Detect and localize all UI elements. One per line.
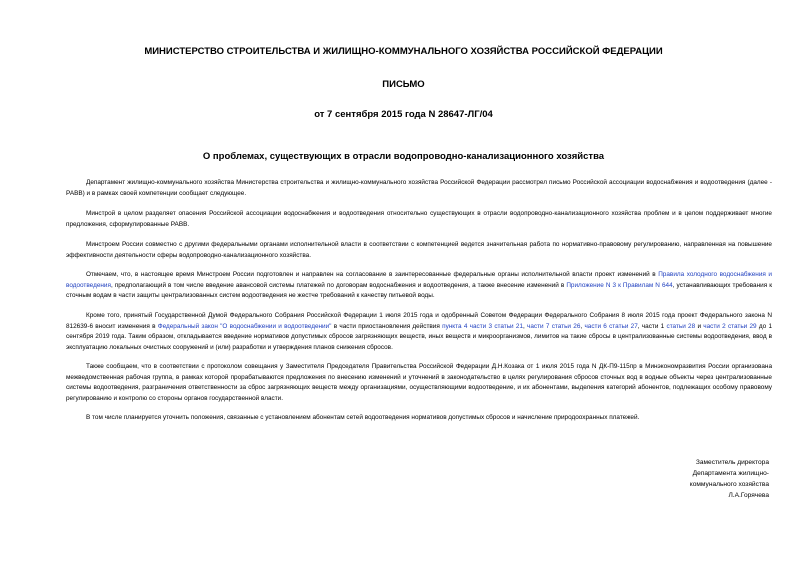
link-art29-p2[interactable]: части 2 статьи 29 (703, 322, 757, 330)
paragraph-5-text-a: Кроме того, принятый Государственной Думой Федерального Собрания Российской Федерации 1 июля 2015 года и одобренный Советом Федерации Федерального Собрания 8 июля 2015 года проект Федерального закона N 812639-6 вносит изменения в (66, 312, 772, 330)
paragraph-5-text-d: , (580, 322, 585, 330)
paragraph-3: Минстроем России совместно с другими федеральными органами исполнительной власти в соответствии с компетенцией ведется значительная работа по нормативно-правовому регулированию, направленная на повышение эффективности деятельности сферы водопроводно-канализационного хозяйства. (66, 241, 772, 259)
paragraph-5-text-f: и (695, 322, 704, 330)
link-cold-water-rules[interactable]: Правила холодного водоснабжения и водоотведения (66, 271, 772, 289)
paragraph-6: Также сообщаем, что в соответствии с протоколом совещания у Заместителя Председателя Правительства Российской Федерации Д.Н.Козака от 1 июля 2015 года N ДК-П9-115пр в Минэкономразвития России организована межведомственная рабочая группа, в рамках которой прорабатываются предложения по внесению изменений и уточнений в законодательство в целях регулирования сбросов сточных вод в водные объекты через централизованные системы водоотведения, разграничения ответственности за сброс загрязняющих веществ между организациями, осуществляющими водоотведение, и их абонентами, выделения категорий абонентов, подлежащих особому правовому регулированию и контролю со стороны органов государственной власти. (66, 363, 772, 402)
paragraph-5-text-e: , части 1 (637, 322, 667, 330)
link-federal-law-water[interactable]: Федеральный закон "О водоснабжении и водоотведении" (157, 322, 332, 330)
link-art21-p4[interactable]: пункта 4 части 3 статьи 21 (442, 322, 523, 330)
link-art28[interactable]: статьи 28 (666, 322, 696, 330)
paragraph-2: Минстрой в целом разделяет опасения Российской ассоциации водоснабжения и водоотведения относительно существующих в отрасли водопроводно-канализационного хозяйства проблем и в целом поддерживает многие предложения, сформулированные РАВВ. (66, 210, 772, 228)
signature-name: Л.А.Горячева (728, 492, 769, 499)
subject-title: О проблемах, существующих в отрасли водопроводно-канализационного хозяйства (202, 151, 605, 162)
paragraph-5-text-c: , (523, 322, 528, 330)
link-art27-p6[interactable]: части 6 статьи 27 (584, 322, 638, 330)
paragraph-5 (66, 311, 772, 353)
paragraph-5-text-g: до 1 сентября 2019 года. Таким образом, откладывается введение нормативов допустимых сбросов загрязняющих веществ, иных веществ и микроорганизмов, лимитов на такие сбросы в централизованные системы водоотведения, ввод в эксплуатацию локальных очистных сооружений и (или) разработки и утверждения планов снижения сбросов. (66, 322, 772, 351)
link-appendix-3-rules-644[interactable]: Приложение N 3 к Правилам N 644 (566, 281, 673, 289)
paragraph-4 (66, 270, 772, 302)
paragraph-4-text-b: , предполагающий в том числе введение авансовой системы платежей по договорам водоснабжения и водоотведения, а также внесение изменений в (110, 281, 567, 289)
document-type: ПИСЬМО (382, 79, 425, 90)
ministry-heading: МИНИСТЕРСТВО СТРОИТЕЛЬСТВА И ЖИЛИЩНО-КОММУНАЛЬНОГО ХОЗЯЙСТВА РОССИЙСКОЙ ФЕДЕРАЦИИ (144, 46, 663, 57)
paragraph-1: Департамент жилищно-коммунального хозяйства Министерства строительства и жилищно-коммунального хозяйства Российской Федерации рассмотрел письмо Российской ассоциации водоснабжения и водоотведения (далее - РАВВ) и в рамках своей компетенции сообщает следующее. (66, 179, 772, 197)
date-and-number: от 7 сентября 2015 года N 28647-ЛГ/04 (314, 109, 493, 120)
signature-line-2: Департамента жилищно- (692, 470, 769, 477)
paragraph-5-text-b: в части приостановления действия (331, 322, 443, 330)
paragraph-4-text-a: Отмечаем, что, в настоящее время Минстроем России подготовлен и направлен на согласование в заинтересованные федеральные органы исполнительной власти проект изменений в (86, 271, 659, 278)
signature-block (609, 457, 769, 501)
signature-line-1: Заместитель директора (695, 459, 769, 466)
paragraph-7: В том числе планируется уточнить положения, связанные с установлением абонентам сетей водоотведения нормативов допустимых сбросов и начисление природоохранных платежей. (86, 414, 640, 421)
paragraph-4-text-c: , устанавливающих требования к сточным водам в части защиты централизованных систем водоотведения не жестче требований к качеству питьевой воды. (66, 281, 772, 299)
link-art26-p7[interactable]: части 7 статьи 26 (527, 322, 581, 330)
signature-line-3: коммунального хозяйства (689, 481, 769, 488)
